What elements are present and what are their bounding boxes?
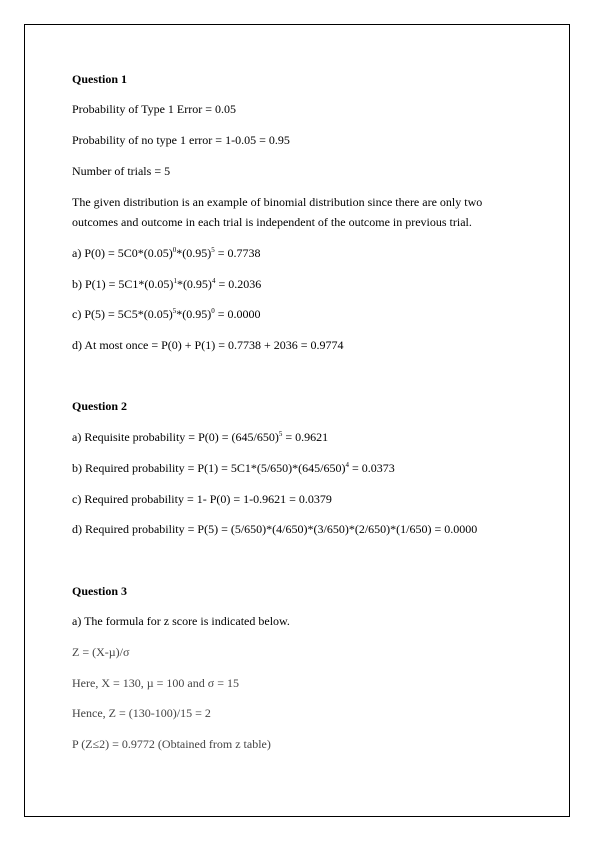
explanation-line-1: The given distribution is an example of binomial distribution since there are only two — [72, 195, 483, 209]
no-type1-error-line: Probability of no type 1 error = 1-0.05 = 0.95 — [72, 133, 290, 147]
q2-answer-b: b) Required probability = $P(1) = 5C1*(5/650)*(645/650)^4 = 0.0373$ — [72, 461, 395, 475]
z-formula: Z = (X-µ)/σ — [72, 645, 130, 659]
question-2-heading: Question 2 — [72, 399, 128, 413]
q3-answer-a: a) The formula for z score is indicated below. — [72, 614, 290, 628]
z-probability: P (Z≤2) = 0.9772 (Obtained from z table) — [72, 737, 271, 751]
z-calculation: Hence, Z = (130-100)/15 = 2 — [72, 706, 211, 720]
q1-answer-d: d) At most once = P(0) + P(1) = 0.7738 + 2036 = 0.9774 — [72, 338, 344, 352]
q2-answer-a: a) Requisite probability = $P(0) = (645/650)^5 = 0.9621$ — [72, 430, 329, 444]
q1-answer-c: c) $P(5) = 5C5*(0.05)^5*(0.95)^0 = 0.0000$ — [72, 307, 261, 321]
q2-answer-c: c) Required probability = 1- P(0) = 1-0.9621 = 0.0379 — [72, 492, 332, 506]
given-values: Here, X = 130, µ = 100 and σ = 15 — [72, 676, 239, 690]
question-1-heading: Question 1 — [72, 72, 128, 86]
type1-error-line: Probability of Type 1 Error = 0.05 — [72, 102, 237, 116]
explanation-line-2: outcomes and outcome in each trial is independent of the outcome in previous trial. — [72, 215, 472, 229]
trials-line: Number of trials = 5 — [72, 164, 171, 178]
q1-answer-a: a) $P(0) = 5C0*(0.05)^0*(0.95)^5 = 0.7738$ — [72, 246, 261, 260]
q2-answer-d: d) Required probability = P(5) = (5/650)*(4/650)*(3/650)*(2/650)*(1/650) = 0.0000 — [72, 522, 478, 536]
q1-answer-b: b) $P(1) = 5C1*(0.05)^1*(0.95)^4 = 0.2036$ — [72, 277, 262, 291]
question-3-heading: Question 3 — [72, 584, 128, 598]
